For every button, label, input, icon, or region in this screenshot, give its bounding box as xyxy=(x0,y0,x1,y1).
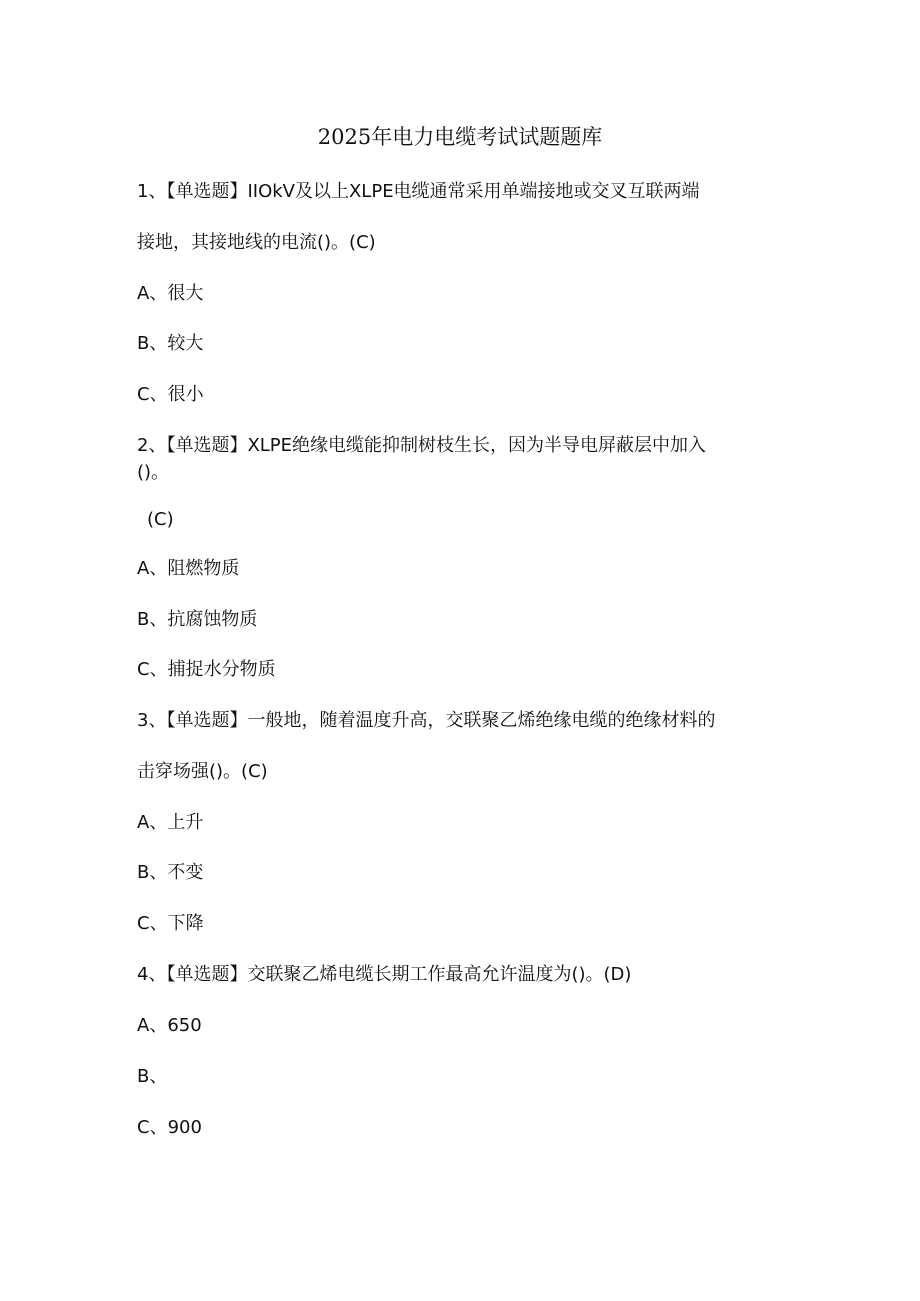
question-1-stem-line-2: 接地，其接地线的电流()。(C) xyxy=(137,232,376,253)
question-2-stem-line-1: 2、【单选题】XLPE绝缘电缆能抑制树枝生长，因为半导电屏蔽层中加入 xyxy=(137,435,707,456)
question-1-option-a: A、很大 xyxy=(137,283,204,304)
question-2-answer: (C) xyxy=(147,509,174,530)
question-4-option-a: A、650 xyxy=(137,1015,202,1036)
question-3-option-a: A、上升 xyxy=(137,812,204,833)
question-4-stem-line-1: 4、【单选题】交联聚乙烯电缆长期工作最高允许温度为()。(D) xyxy=(137,964,632,985)
document-title: 2025年电力电缆考试试题题库 xyxy=(317,125,603,149)
question-1-option-c: C、很小 xyxy=(137,384,204,405)
question-2-option-c: C、捕捉水分物质 xyxy=(137,659,276,680)
question-2-option-a: A、阻燃物质 xyxy=(137,558,240,579)
question-3-option-c: C、下降 xyxy=(137,913,204,934)
question-3-stem-line-1: 3、【单选题】一般地，随着温度升高，交联聚乙烯绝缘电缆的绝缘材料的 xyxy=(137,710,716,731)
question-2-option-b: B、抗腐蚀物质 xyxy=(137,609,258,630)
question-1-stem-line-1: 1、【单选题】IIOkV及以上XLPE电缆通常采用单端接地或交叉互联两端 xyxy=(137,181,700,202)
question-4-option-b: B、 xyxy=(137,1066,168,1087)
question-1-option-b: B、较大 xyxy=(137,333,204,354)
question-3-option-b: B、不变 xyxy=(137,862,204,883)
question-2-stem-line-2: ()。 xyxy=(137,462,170,483)
question-4-option-c: C、900 xyxy=(137,1117,202,1138)
question-3-stem-line-2: 击穿场强()。(C) xyxy=(137,761,268,782)
